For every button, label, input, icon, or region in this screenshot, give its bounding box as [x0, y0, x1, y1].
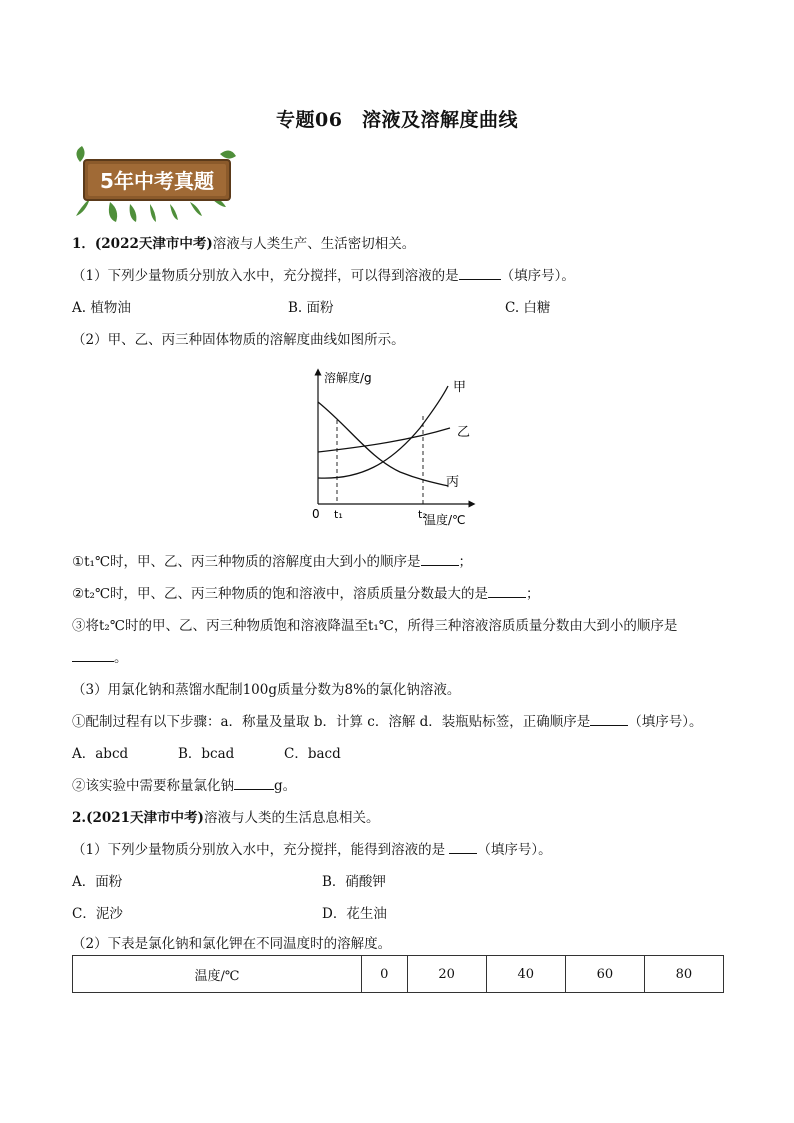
q1-sub2 [72, 582, 540, 602]
table-cell: 80 [644, 956, 723, 993]
table-cell: 0 [362, 956, 408, 993]
table-cell: 20 [407, 956, 486, 993]
q1-sub5-text: ②该实验中需要称量氯化钠 [72, 778, 234, 794]
q2-part1 [72, 838, 552, 858]
page-title: 专题06 溶液及溶解度曲线 [276, 109, 518, 131]
q1-sub2-text: ②t₂℃时，甲、乙、丙三种物质的饱和溶液中，溶质质量分数最大的是 [72, 586, 489, 602]
q2-option-d: D．花生油 [322, 906, 387, 922]
q1-sub5-suffix: g。 [274, 778, 297, 794]
answer-blank[interactable] [421, 553, 459, 566]
q1-sub4-text: ①配制过程有以下步骤：a．称量及量取 b．计算 c．溶解 d．装瓶贴标签，正确顺序是 [72, 714, 591, 730]
t2-tick-label: t₂ [418, 508, 427, 521]
table-cell: 60 [565, 956, 644, 993]
t1-tick-label: t₁ [334, 508, 343, 521]
answer-blank[interactable] [590, 713, 628, 726]
q1-sub1-text: ①t₁℃时，甲、乙、丙三种物质的溶解度由大到小的顺序是 [72, 554, 421, 570]
q1-sub1-suffix: ； [458, 554, 473, 570]
y-axis-label: 溶解度/g [324, 371, 372, 385]
solubility-table [72, 955, 724, 993]
q1-step-option-b: B．bcad [178, 746, 235, 762]
answer-blank[interactable] [459, 267, 501, 280]
q1-part1-suffix: （填序号）。 [500, 268, 575, 284]
q1-option-a: A. 植物油 [72, 300, 131, 316]
q1-part1 [72, 264, 575, 284]
q1-step-option-a: A．abcd [72, 746, 129, 762]
q1-part3: （3）用氯化钠和蒸馏水配制100g质量分数为8%的氯化钠溶液。 [72, 682, 461, 698]
q1-step-option-c: C．bacd [284, 746, 341, 762]
curve-bing [318, 402, 448, 486]
q1-sub1 [72, 550, 472, 570]
series-label-bing: 丙 [446, 475, 460, 490]
q2-part1-suffix: （填序号）。 [477, 842, 552, 858]
section-badge [70, 142, 240, 222]
series-label-jia: 甲 [453, 380, 467, 395]
q1-option-b: B. 面粉 [288, 300, 334, 316]
answer-blank[interactable] [488, 585, 526, 598]
table-header-cell: 温度/℃ [73, 956, 362, 993]
q1-part2: （2）甲、乙、丙三种固体物质的溶解度曲线如图所示。 [72, 332, 405, 348]
origin-label: 0 [312, 507, 320, 521]
q1-part1-text: （1）下列少量物质分别放入水中，充分搅拌，可以得到溶液的是 [72, 268, 459, 284]
table-cell: 40 [486, 956, 565, 993]
curve-jia [318, 386, 448, 478]
badge-text: 5年中考真题 [100, 169, 214, 193]
q1-heading [72, 232, 415, 252]
q2-source: 2.(2021天津市中考) [72, 810, 204, 826]
q2-part2: （2）下表是氯化钠和氯化钾在不同温度时的溶解度。 [72, 936, 392, 952]
q1-sub4-suffix: （填序号）。 [628, 714, 703, 730]
q1-sub3-answer [72, 646, 128, 666]
solubility-curve-chart [300, 368, 500, 533]
q1-sub4 [72, 710, 703, 730]
q1-sub2-suffix: ； [526, 586, 540, 602]
table-row [73, 956, 724, 993]
q2-part1-text: （1）下列少量物质分别放入水中，充分搅拌，能得到溶液的是 [72, 842, 446, 858]
answer-blank[interactable] [449, 841, 477, 854]
q1-sub3: ③将t₂℃时的甲、乙、丙三种物质饱和溶液降温至t₁℃，所得三种溶液溶质质量分数由大到小的顺序是 [72, 618, 678, 634]
q1-sub5 [72, 774, 296, 794]
q1-option-c: C. 白糖 [505, 300, 551, 316]
answer-blank[interactable] [72, 649, 114, 662]
badge-leaves-icon [70, 142, 240, 222]
q1-source: 1．(2022天津市中考) [72, 236, 213, 252]
series-label-yi: 乙 [457, 425, 471, 440]
q2-option-a: A．面粉 [72, 874, 123, 890]
answer-blank[interactable] [234, 777, 274, 790]
q1-stem: 溶液与人类生产、生活密切相关。 [212, 236, 416, 252]
q2-stem: 溶液与人类的生活息息相关。 [203, 810, 380, 826]
q2-option-c: C．泥沙 [72, 906, 123, 922]
q1-sub3-suffix: 。 [114, 650, 128, 666]
x-axis-label: 温度/℃ [424, 513, 466, 527]
q2-option-b: B．硝酸钾 [322, 874, 386, 890]
curve-yi [318, 428, 450, 452]
q2-heading [72, 806, 379, 826]
